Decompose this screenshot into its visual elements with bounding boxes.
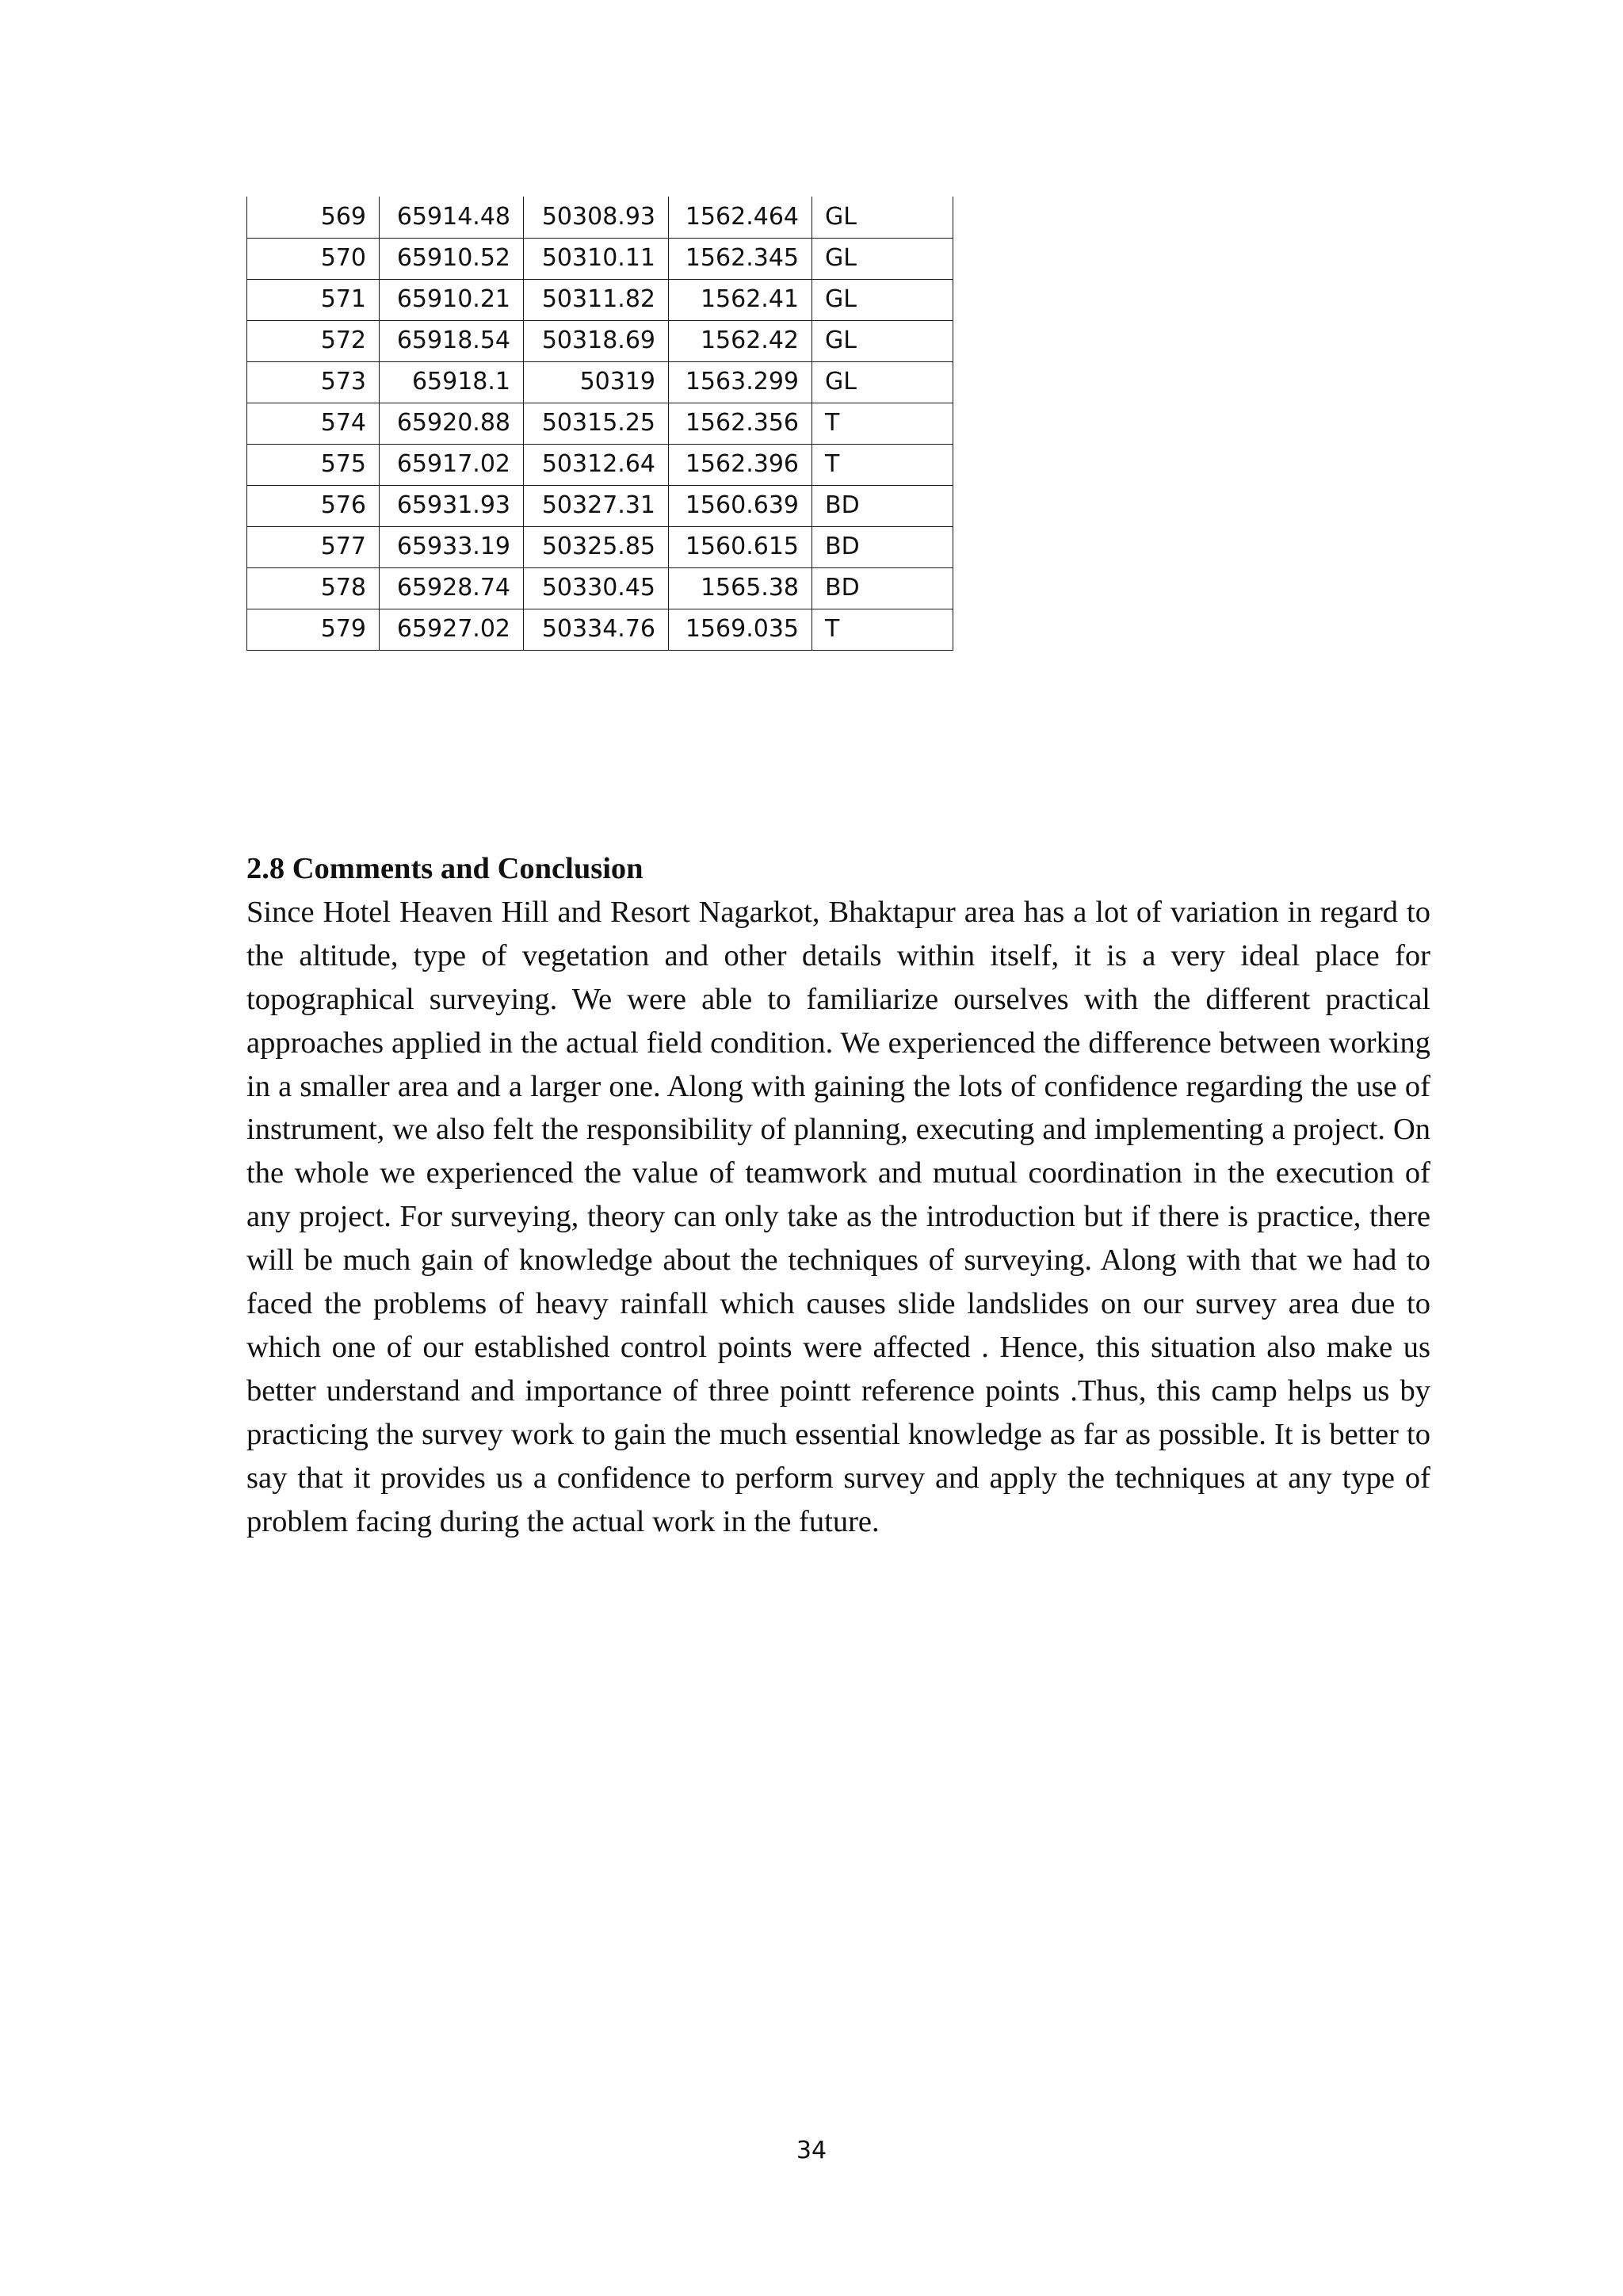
easting-cell: 65914.48 bbox=[380, 197, 524, 238]
code-cell: T bbox=[812, 403, 953, 444]
elevation-cell: 1563.299 bbox=[669, 361, 812, 403]
table-row bbox=[247, 238, 953, 279]
elevation-cell: 1562.356 bbox=[669, 403, 812, 444]
point-number-cell: 576 bbox=[247, 485, 380, 526]
point-number-cell: 570 bbox=[247, 238, 380, 279]
elevation-cell: 1562.345 bbox=[669, 238, 812, 279]
northing-cell: 50311.82 bbox=[524, 279, 669, 320]
elevation-cell: 1562.41 bbox=[669, 279, 812, 320]
table-row bbox=[247, 485, 953, 526]
northing-cell: 50319 bbox=[524, 361, 669, 403]
northing-cell: 50330.45 bbox=[524, 567, 669, 609]
elevation-cell: 1569.035 bbox=[669, 609, 812, 650]
code-cell: GL bbox=[812, 279, 953, 320]
code-cell: GL bbox=[812, 238, 953, 279]
point-number-cell: 577 bbox=[247, 526, 380, 567]
code-cell: BD bbox=[812, 526, 953, 567]
table-row bbox=[247, 197, 953, 238]
northing-cell: 50327.31 bbox=[524, 485, 669, 526]
code-cell: GL bbox=[812, 320, 953, 361]
table-row bbox=[247, 403, 953, 444]
point-number-cell: 569 bbox=[247, 197, 380, 238]
easting-cell: 65933.19 bbox=[380, 526, 524, 567]
easting-cell: 65918.1 bbox=[380, 361, 524, 403]
code-cell: BD bbox=[812, 567, 953, 609]
point-number-cell: 574 bbox=[247, 403, 380, 444]
code-cell: T bbox=[812, 444, 953, 485]
easting-cell: 65931.93 bbox=[380, 485, 524, 526]
northing-cell: 50315.25 bbox=[524, 403, 669, 444]
easting-cell: 65917.02 bbox=[380, 444, 524, 485]
elevation-cell: 1562.464 bbox=[669, 197, 812, 238]
table-row bbox=[247, 320, 953, 361]
northing-cell: 50334.76 bbox=[524, 609, 669, 650]
elevation-cell: 1560.615 bbox=[669, 526, 812, 567]
point-number-cell: 575 bbox=[247, 444, 380, 485]
table-row bbox=[247, 567, 953, 609]
elevation-cell: 1562.42 bbox=[669, 320, 812, 361]
section-heading: 2.8 Comments and Conclusion bbox=[246, 852, 643, 885]
northing-cell: 50308.93 bbox=[524, 197, 669, 238]
easting-cell: 65927.02 bbox=[380, 609, 524, 650]
table-row bbox=[247, 609, 953, 650]
table-row bbox=[247, 526, 953, 567]
easting-cell: 65918.54 bbox=[380, 320, 524, 361]
easting-cell: 65910.52 bbox=[380, 238, 524, 279]
easting-cell: 65910.21 bbox=[380, 279, 524, 320]
northing-cell: 50318.69 bbox=[524, 320, 669, 361]
point-number-cell: 571 bbox=[247, 279, 380, 320]
table-row bbox=[247, 361, 953, 403]
survey-data-table bbox=[246, 197, 953, 651]
point-number-cell: 572 bbox=[247, 320, 380, 361]
northing-cell: 50312.64 bbox=[524, 444, 669, 485]
point-number-cell: 573 bbox=[247, 361, 380, 403]
code-cell: T bbox=[812, 609, 953, 650]
code-cell: GL bbox=[812, 197, 953, 238]
code-cell: GL bbox=[812, 361, 953, 403]
table-row bbox=[247, 279, 953, 320]
code-cell: BD bbox=[812, 485, 953, 526]
northing-cell: 50310.11 bbox=[524, 238, 669, 279]
point-number-cell: 579 bbox=[247, 609, 380, 650]
northing-cell: 50325.85 bbox=[524, 526, 669, 567]
easting-cell: 65928.74 bbox=[380, 567, 524, 609]
elevation-cell: 1560.639 bbox=[669, 485, 812, 526]
section-body-paragraph: Since Hotel Heaven Hill and Resort Nagarkot, Bhaktapur area has a lot of variation in regard to the altitude, type of vegetation and other details within itself, it is a very ideal place for topographical surveying. We were able to familiarize ourselves with the different practical approaches applied in the actual field condition. We experienced the difference between working in a smaller area and a larger one. Along with gaining the lots of confidence regarding the use of instrument, we also felt the responsibility of planning, executing and implementing a project. On the whole we experienced the value of teamwork and mutual coordination in the execution of any project. For surveying, theory can only take as the introduction but if there is practice, there will be much gain of knowledge about the techniques of surveying. Along with that we had to faced the problems of heavy rainfall which causes slide landslides on our survey area due to which one of our established control points were affected . Hence, this situation also make us better understand and importance of three pointt reference points .Thus, this camp helps us by practicing the survey work to gain the much essential knowledge as far as possible. It is better to say that it provides us a confidence to perform survey and apply the techniques at any type of problem facing during the actual work in the future. bbox=[246, 895, 1430, 1538]
easting-cell: 65920.88 bbox=[380, 403, 524, 444]
comments-conclusion-section bbox=[246, 847, 1430, 1544]
page-number: 34 bbox=[796, 2137, 827, 2164]
table-row bbox=[247, 444, 953, 485]
point-number-cell: 578 bbox=[247, 567, 380, 609]
elevation-cell: 1562.396 bbox=[669, 444, 812, 485]
elevation-cell: 1565.38 bbox=[669, 567, 812, 609]
